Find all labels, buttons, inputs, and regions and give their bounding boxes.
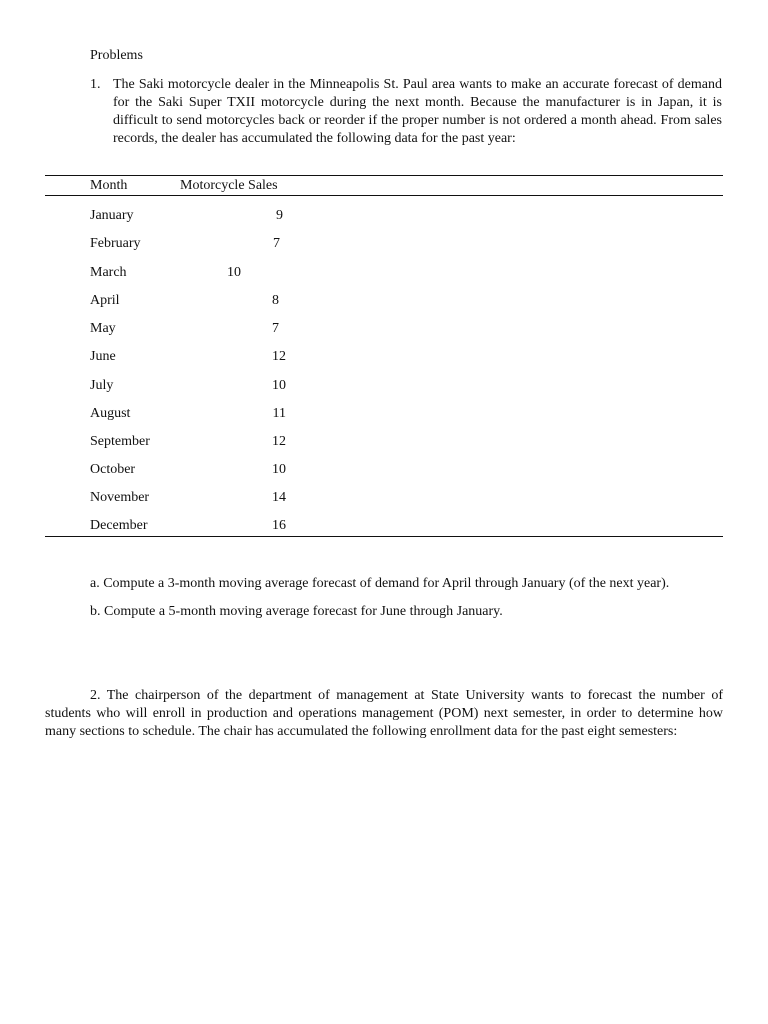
table-cell-sales: 7 [272, 321, 279, 336]
table-cell-sales: 8 [272, 293, 279, 308]
question-a: a. Compute a 3-month moving average forecast of demand for April through January (of the next year). [90, 576, 670, 591]
table-cell-sales: 14 [272, 490, 286, 505]
table-cell-sales: 10 [272, 378, 286, 393]
problem-2-text: 2. The chairperson of the department of management at State University wants to forecast the number of students who will enroll in production and operations management (POM) next semester, in order to determine how many sections to schedule. The chair has accumulated the following enrollment data for the past eight semesters: [45, 688, 723, 739]
problem-1-text: The Saki motorcycle dealer in the Minneapolis St. Paul area wants to make an accurate forecast of demand for the Saki Super TXII motorcycle during the next month. Because the manufacturer is in Japan, it is difficult to send motorcycles back or reorder if the proper number is not ordered a month ahead. From sales records, the dealer has accumulated the following data for the past year: [113, 77, 722, 146]
table-cell-sales: 9 [276, 208, 283, 223]
table-cell-month: August [90, 406, 131, 421]
table-cell-month: April [90, 293, 120, 308]
table-cell-month: March [90, 265, 127, 280]
table-cell-month: July [90, 378, 114, 393]
table-cell-month: January [90, 208, 134, 223]
table-header-sales: Motorcycle Sales [180, 178, 278, 193]
table-cell-sales: 10 [227, 265, 241, 280]
question-b: b. Compute a 5-month moving average forecast for June through January. [90, 604, 503, 619]
table-cell-sales: 12 [272, 434, 286, 449]
table-cell-month: November [90, 490, 150, 505]
table-header-rule [45, 195, 723, 196]
table-cell-sales: 10 [272, 462, 286, 477]
table-cell-sales: 16 [272, 518, 286, 533]
table-bottom-rule [45, 536, 723, 537]
table-cell-month: October [90, 462, 136, 477]
table-top-rule [45, 175, 723, 176]
table-header-month: Month [90, 178, 128, 193]
section-heading: Problems [90, 48, 143, 63]
table-cell-month: December [90, 518, 148, 533]
table-cell-sales: 12 [272, 349, 286, 364]
table-cell-month: September [90, 434, 150, 449]
problem-1-number: 1. [90, 77, 101, 92]
table-cell-sales: 7 [273, 236, 280, 251]
table-cell-month: February [90, 236, 141, 251]
table-cell-sales: 11 [272, 406, 286, 421]
table-cell-month: June [90, 349, 116, 364]
table-cell-month: May [90, 321, 116, 336]
